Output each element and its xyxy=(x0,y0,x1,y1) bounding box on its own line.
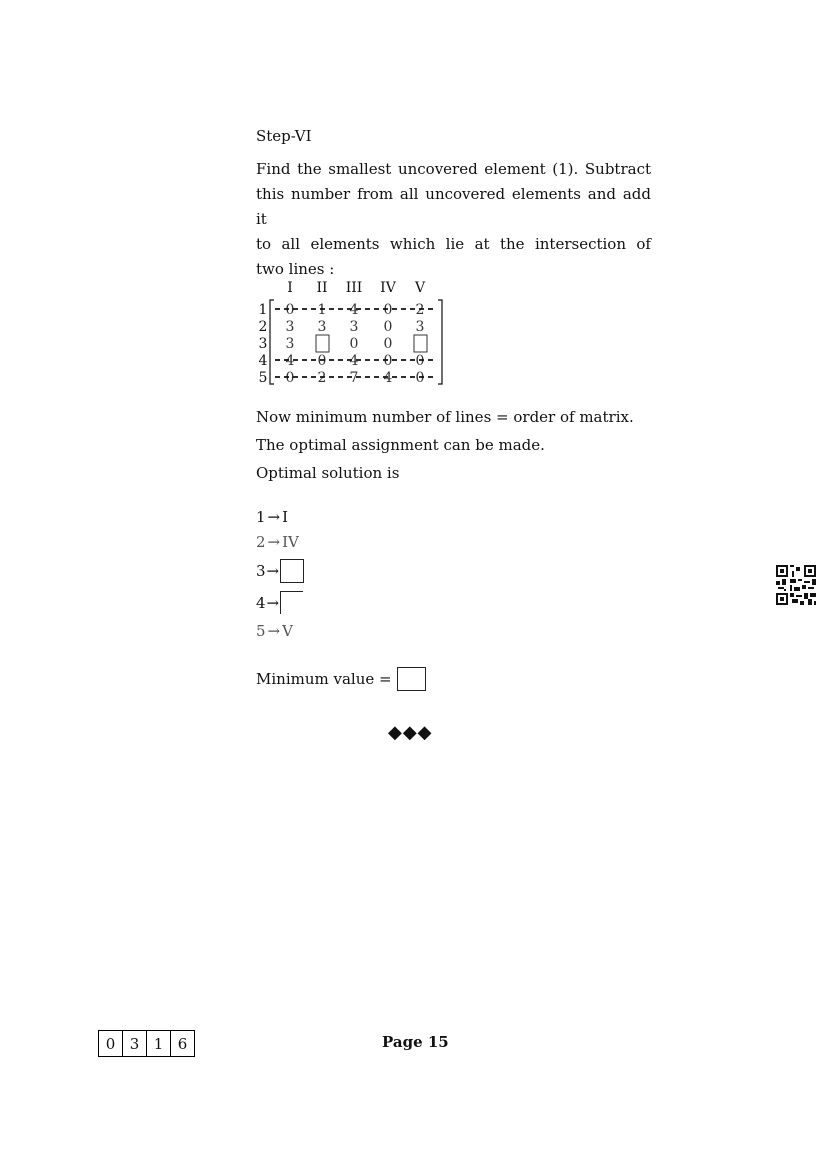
matrix-cell: 3 xyxy=(285,336,295,352)
matrix-cell: 4 xyxy=(285,353,295,369)
assignment-1-worker: I xyxy=(282,508,289,526)
assignment-2-job: 2 xyxy=(256,533,266,551)
matrix-cell: 3 xyxy=(317,319,327,335)
assignment-4-job: 4 xyxy=(256,593,266,612)
step-heading: Step-VI xyxy=(256,127,312,145)
end-marker: ◆◆◆ xyxy=(388,722,433,743)
code-digit-4: 6 xyxy=(177,1034,188,1053)
exam-code-box xyxy=(98,1030,195,1057)
statement-1: Now minimum number of lines = order of matrix. xyxy=(256,408,634,426)
assignment-5-arrow: → xyxy=(267,622,281,640)
matrix-col-header-4: IV xyxy=(380,280,396,296)
assignment-2 xyxy=(256,533,299,551)
matrix-right-bracket xyxy=(438,300,442,384)
minimum-value xyxy=(256,667,426,691)
matrix-cell: 3 xyxy=(415,319,425,335)
assignment-3-blank xyxy=(280,559,304,583)
code-digit-2: 3 xyxy=(123,1031,147,1056)
matrix-cell: 0 xyxy=(383,319,393,335)
matrix-cell: 0 xyxy=(383,302,393,318)
matrix-cell: 0 xyxy=(383,336,393,352)
assignment-3 xyxy=(256,559,304,583)
matrix-cell: 4 xyxy=(349,302,359,318)
matrix-col-header-2: II xyxy=(316,280,328,296)
matrix-row-label-3: 3 xyxy=(258,336,268,352)
matrix-cell: 4 xyxy=(349,353,359,369)
page-number: Page 15 xyxy=(382,1033,449,1051)
instruction-line-1: Find the smallest uncovered element (1). Subtract xyxy=(256,160,651,178)
matrix-row-label-4: 4 xyxy=(258,353,268,369)
matrix-cell: 2 xyxy=(317,370,327,386)
assignment-1-job: 1 xyxy=(256,508,266,526)
assignment-3-job: 3 xyxy=(256,562,266,580)
qr-code-icon xyxy=(776,565,816,605)
instruction-paragraph xyxy=(256,157,651,282)
assignment-2-arrow: → xyxy=(267,533,281,551)
minimum-value-label: Minimum value = xyxy=(256,670,392,688)
matrix-col-header-5: V xyxy=(414,280,426,296)
assignment-4 xyxy=(256,591,303,614)
assignment-4-arrow: → xyxy=(266,593,280,612)
matrix-col-header-1: I xyxy=(287,280,293,296)
matrix-cell: 4 xyxy=(383,370,393,386)
matrix-row-label-5: 5 xyxy=(258,370,268,386)
assignment-4-blank xyxy=(280,591,303,614)
matrix-cell: 0 xyxy=(415,370,425,386)
assignment-5-job: 5 xyxy=(256,622,266,640)
instruction-line-3: to all elements which lie at the intersection of xyxy=(256,235,651,253)
matrix-blank-cell xyxy=(316,335,329,352)
statement-2: The optimal assignment can be made. xyxy=(256,436,545,454)
minimum-value-blank xyxy=(397,667,426,691)
matrix-cell: 0 xyxy=(285,302,295,318)
matrix-cell: 0 xyxy=(285,370,295,386)
assignment-5-worker: V xyxy=(282,622,293,640)
matrix-cell: 0 xyxy=(415,353,425,369)
matrix-cell: 0 xyxy=(349,336,359,352)
code-digit-1: 0 xyxy=(99,1031,123,1056)
code-digit-3: 1 xyxy=(147,1031,171,1056)
matrix-col-header-3: III xyxy=(345,280,363,296)
assignment-2-worker: IV xyxy=(282,533,299,551)
assignment-matrix xyxy=(255,276,455,388)
assignment-3-arrow: → xyxy=(266,562,280,580)
assignment-1-arrow: → xyxy=(267,508,281,526)
matrix-left-bracket xyxy=(270,300,274,384)
matrix-cell: 2 xyxy=(415,302,425,318)
matrix-cell: 0 xyxy=(317,353,327,369)
matrix-row-label-1: 1 xyxy=(258,302,268,318)
instruction-line-4: two lines : xyxy=(256,260,335,278)
matrix-cell: 0 xyxy=(383,353,393,369)
statement-3: Optimal solution is xyxy=(256,464,400,482)
matrix-cell: 3 xyxy=(285,319,295,335)
matrix-cell: 7 xyxy=(349,370,359,386)
matrix-cell: 1 xyxy=(317,302,327,318)
assignment-1 xyxy=(256,508,288,526)
matrix-blank-cell xyxy=(414,335,427,352)
matrix-row-label-2: 2 xyxy=(258,319,268,335)
assignment-5 xyxy=(256,622,293,640)
instruction-line-2: this number from all uncovered elements and add it xyxy=(256,185,651,228)
matrix-cell: 3 xyxy=(349,319,359,335)
